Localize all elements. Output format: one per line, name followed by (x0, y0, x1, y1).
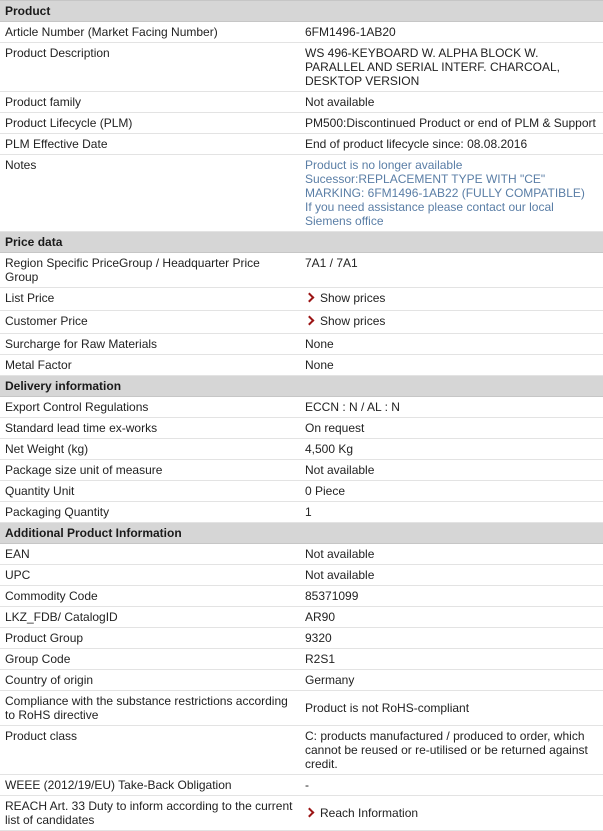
section-title: Additional Product Information (0, 523, 603, 544)
section-additional-header (0, 523, 603, 544)
row-value: PM500:Discontinued Product or end of PLM & Support (300, 113, 603, 134)
show-list-price-link[interactable] (305, 291, 385, 305)
table-row (0, 418, 603, 439)
row-value: 85371099 (300, 586, 603, 607)
table-row (0, 691, 603, 726)
table-row (0, 355, 603, 376)
row-value: 1 (300, 502, 603, 523)
row-label: EAN (0, 544, 300, 565)
row-label: UPC (0, 565, 300, 586)
row-label: Product family (0, 92, 300, 113)
row-value: 0 Piece (300, 481, 603, 502)
row-label: Export Control Regulations (0, 397, 300, 418)
row-label: Product Description (0, 43, 300, 92)
row-value: End of product lifecycle since: 08.08.2016 (300, 134, 603, 155)
table-row (0, 43, 603, 92)
row-label: WEEE (2012/19/EU) Take-Back Obligation (0, 775, 300, 796)
table-row (0, 113, 603, 134)
notes-line: Sucessor:REPLACEMENT TYPE WITH "CE" MARKING: 6FM1496-1AB22 (FULLY COMPATIBLE) (305, 172, 585, 200)
row-value: 7A1 / 7A1 (300, 253, 603, 288)
notes-value (300, 155, 603, 232)
table-row (0, 565, 603, 586)
table-row (0, 502, 603, 523)
section-delivery-header (0, 376, 603, 397)
row-label: Product class (0, 726, 300, 775)
row-value (300, 311, 603, 334)
row-value: ECCN : N / AL : N (300, 397, 603, 418)
reach-information-link[interactable] (305, 806, 418, 820)
notes-line: If you need assistance please contact our local Siemens office (305, 200, 554, 228)
row-label: Product Group (0, 628, 300, 649)
row-label: Quantity Unit (0, 481, 300, 502)
row-label: Surcharge for Raw Materials (0, 334, 300, 355)
row-value: On request (300, 418, 603, 439)
table-row (0, 726, 603, 775)
table-row (0, 439, 603, 460)
row-value: C: products manufactured / produced to order, which cannot be reused or re-utilised or be returned against credit. (300, 726, 603, 775)
row-label: REACH Art. 33 Duty to inform according to the current list of candidates (0, 796, 300, 831)
table-row (0, 460, 603, 481)
table-row (0, 155, 603, 232)
table-row (0, 22, 603, 43)
table-row (0, 334, 603, 355)
row-label: Net Weight (kg) (0, 439, 300, 460)
row-value: WS 496-KEYBOARD W. ALPHA BLOCK W. PARALLEL AND SERIAL INTERF. CHARCOAL, DESKTOP VERSION (300, 43, 603, 92)
row-value: None (300, 334, 603, 355)
table-row (0, 628, 603, 649)
row-label: Group Code (0, 649, 300, 670)
table-row (0, 649, 603, 670)
table-row (0, 607, 603, 628)
row-label: Product Lifecycle (PLM) (0, 113, 300, 134)
table-row (0, 253, 603, 288)
table-row (0, 481, 603, 502)
section-price-header (0, 232, 603, 253)
row-value: 6FM1496-1AB20 (300, 22, 603, 43)
row-value: AR90 (300, 607, 603, 628)
table-row (0, 134, 603, 155)
table-row (0, 775, 603, 796)
row-label: Standard lead time ex-works (0, 418, 300, 439)
row-value: Not available (300, 92, 603, 113)
row-label: LKZ_FDB/ CatalogID (0, 607, 300, 628)
table-row (0, 311, 603, 334)
link-text: Show prices (320, 291, 386, 305)
table-row (0, 586, 603, 607)
row-value: Not available (300, 544, 603, 565)
row-value (300, 288, 603, 311)
row-value (300, 796, 603, 831)
table-row (0, 92, 603, 113)
row-label: Customer Price (0, 311, 300, 334)
row-label: Commodity Code (0, 586, 300, 607)
row-value: 9320 (300, 628, 603, 649)
row-value: Germany (300, 670, 603, 691)
section-title: Delivery information (0, 376, 603, 397)
row-label: Package size unit of measure (0, 460, 300, 481)
table-row (0, 670, 603, 691)
row-label: List Price (0, 288, 300, 311)
row-value: Not available (300, 565, 603, 586)
chevron-right-icon (305, 808, 315, 818)
table-row (0, 544, 603, 565)
row-value: 4,500 Kg (300, 439, 603, 460)
table-row (0, 796, 603, 831)
row-value: None (300, 355, 603, 376)
row-value: - (300, 775, 603, 796)
row-label: Region Specific PriceGroup / Headquarter Price Group (0, 253, 300, 288)
row-label: Country of origin (0, 670, 300, 691)
row-label: Article Number (Market Facing Number) (0, 22, 300, 43)
row-value: Product is not RoHS-compliant (300, 691, 603, 726)
section-title: Product (0, 1, 603, 22)
link-text: Show prices (320, 314, 386, 328)
chevron-right-icon (305, 316, 315, 326)
section-title: Price data (0, 232, 603, 253)
chevron-right-icon (305, 293, 315, 303)
notes-line: Product is no longer available (305, 158, 463, 172)
row-value: R2S1 (300, 649, 603, 670)
link-text: Reach Information (320, 806, 419, 820)
row-label: PLM Effective Date (0, 134, 300, 155)
row-value: Not available (300, 460, 603, 481)
table-row (0, 288, 603, 311)
section-product-header (0, 1, 603, 22)
show-customer-price-link[interactable] (305, 314, 385, 328)
row-label: Compliance with the substance restrictions according to RoHS directive (0, 691, 300, 726)
row-label: Packaging Quantity (0, 502, 300, 523)
table-row (0, 397, 603, 418)
row-label: Notes (0, 155, 300, 232)
row-label: Metal Factor (0, 355, 300, 376)
